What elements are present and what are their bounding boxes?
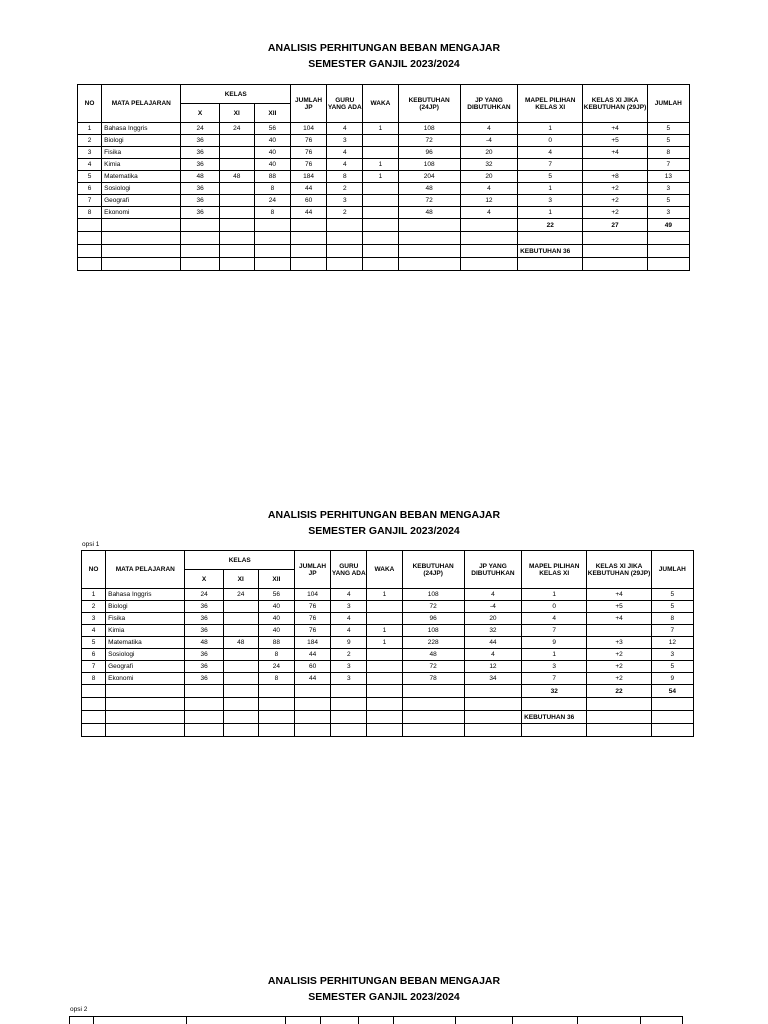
cell-kebutuhan: 48 [398, 183, 460, 195]
total-kelas-xi-jika: 22 [587, 685, 651, 698]
header-kelas-xi-jika: KELAS XI JIKA KEBUTUHAN (29JP) [587, 551, 651, 589]
cell-jumlah: 8 [647, 147, 689, 159]
cell-waka: 1 [367, 637, 402, 649]
cell-xii: 8 [258, 673, 294, 685]
cell-kelas-xi-jika: +4 [587, 589, 651, 601]
kebutuhan-note: KEBUTUHAN 36 [518, 245, 583, 258]
cell-kelas-xi-jika: +2 [587, 661, 651, 673]
cell-mapel-pilihan: 3 [522, 661, 587, 673]
cell-no: 5 [78, 171, 102, 183]
cell-x: 36 [185, 601, 223, 613]
cell-kebutuhan: 108 [398, 159, 460, 171]
cell-x: 24 [185, 589, 223, 601]
cell-jumlah-jp: 104 [295, 589, 331, 601]
cell-xii: 8 [258, 649, 294, 661]
cell-guru: 4 [331, 589, 367, 601]
header-subject: MATA PELAJARAN [102, 85, 181, 123]
cell-xii: 40 [258, 601, 294, 613]
cell-jp-dibutuhkan: 32 [464, 625, 521, 637]
cell-xii: 40 [258, 625, 294, 637]
header-x: X [181, 104, 219, 123]
cell-subject: Geografi [102, 195, 181, 207]
cell-no: 2 [78, 135, 102, 147]
cell-mapel-pilihan: 4 [522, 613, 587, 625]
cell-mapel-pilihan: 0 [518, 135, 583, 147]
cell-no: 8 [82, 673, 106, 685]
cell-guru: 8 [327, 171, 363, 183]
header-jumlah: JUMLAH [647, 85, 689, 123]
header-mapel-pilihan: MAPEL PILIHAN KELAS XI [518, 85, 583, 123]
cell-kebutuhan: 108 [402, 625, 464, 637]
cell-jp-dibutuhkan: 12 [464, 661, 521, 673]
header-no: NO [78, 85, 102, 123]
cell-subject: Geografi [106, 661, 185, 673]
cell-jumlah-jp: 76 [291, 159, 327, 171]
cell-no: 7 [82, 661, 106, 673]
cell-x: 48 [185, 637, 223, 649]
cell-jp-dibutuhkan: 32 [460, 159, 517, 171]
cell-kelas-xi-jika: +2 [583, 195, 647, 207]
cell-x: 36 [181, 147, 219, 159]
total-jumlah: 49 [647, 219, 689, 232]
cell-kebutuhan: 204 [398, 171, 460, 183]
cell-subject: Sosiologi [102, 183, 181, 195]
cell-xii: 40 [258, 613, 294, 625]
cell-jumlah-jp: 184 [295, 637, 331, 649]
header-waka: WAKA [363, 85, 398, 123]
cell-jumlah: 12 [651, 637, 693, 649]
cell-jumlah-jp: 60 [295, 661, 331, 673]
cell-jumlah: 5 [651, 589, 693, 601]
cell-x: 36 [181, 183, 219, 195]
cell-xii: 8 [254, 207, 290, 219]
cell-jumlah-jp: 60 [291, 195, 327, 207]
cell-kebutuhan: 72 [398, 195, 460, 207]
cell-jp-dibutuhkan: 44 [464, 637, 521, 649]
cell-kelas-xi-jika: +5 [583, 135, 647, 147]
cell-no: 4 [78, 159, 102, 171]
cell-no: 5 [82, 637, 106, 649]
cell-jumlah-jp: 76 [295, 625, 331, 637]
cell-kelas-xi-jika: +4 [587, 613, 651, 625]
cell-kelas-xi-jika: +2 [587, 649, 651, 661]
cell-kebutuhan: 108 [402, 589, 464, 601]
cell-kebutuhan: 96 [402, 613, 464, 625]
cell-jumlah: 3 [647, 183, 689, 195]
cell-jumlah-jp: 184 [291, 171, 327, 183]
cell-jp-dibutuhkan: 4 [460, 183, 517, 195]
cell-no: 7 [78, 195, 102, 207]
cell-xii: 8 [254, 183, 290, 195]
cell-jumlah-jp: 104 [291, 123, 327, 135]
cell-kebutuhan: 72 [398, 135, 460, 147]
cell-xii: 40 [254, 159, 290, 171]
cell-kebutuhan: 108 [398, 123, 460, 135]
cell-subject: Bahasa Inggris [102, 123, 181, 135]
cell-kelas-xi-jika: +8 [583, 171, 647, 183]
header-jp-dibutuhkan: JP YANG DIBUTUHKAN [460, 85, 517, 123]
cell-waka: 1 [367, 625, 402, 637]
header-jumlah-jp: JUMLAH JP [291, 85, 327, 123]
header-guru: GURU YANG ADA [327, 85, 363, 123]
cell-xii: 56 [254, 123, 290, 135]
cell-subject: Matematika [106, 637, 185, 649]
cell-kelas-xi-jika: +4 [583, 147, 647, 159]
title-line-2: SEMESTER GANJIL 2023/2024 [308, 525, 460, 537]
total-kelas-xi-jika: 27 [583, 219, 647, 232]
cell-mapel-pilihan: 7 [518, 159, 583, 171]
cell-no: 8 [78, 207, 102, 219]
header-mapel-pilihan: MAPEL PILIHAN KELAS XI [522, 551, 587, 589]
cell-x: 36 [185, 649, 223, 661]
cell-guru: 4 [331, 625, 367, 637]
cell-xi: 48 [219, 171, 254, 183]
cell-jumlah: 5 [651, 601, 693, 613]
cell-jumlah: 7 [647, 159, 689, 171]
cell-subject: Biologi [106, 601, 185, 613]
cell-kebutuhan: 96 [398, 147, 460, 159]
cell-jumlah: 8 [651, 613, 693, 625]
cell-guru: 3 [331, 601, 367, 613]
cell-jumlah: 3 [651, 649, 693, 661]
cell-xii: 56 [258, 589, 294, 601]
cell-mapel-pilihan: 9 [522, 637, 587, 649]
cell-xii: 40 [254, 135, 290, 147]
header-jp-dibutuhkan: JP YANG DIBUTUHKAN [464, 551, 521, 589]
cell-subject: Bahasa Inggris [106, 589, 185, 601]
header-subject: MATA PELAJARAN [106, 551, 185, 589]
cell-no: 3 [82, 613, 106, 625]
cell-guru: 4 [327, 123, 363, 135]
cell-mapel-pilihan: 4 [518, 147, 583, 159]
section-3-table [69, 1016, 683, 1024]
cell-jp-dibutuhkan: 4 [464, 589, 521, 601]
cell-guru: 3 [327, 135, 363, 147]
cell-jumlah: 5 [647, 123, 689, 135]
cell-subject: Matematika [102, 171, 181, 183]
cell-guru: 2 [327, 207, 363, 219]
cell-no: 4 [82, 625, 106, 637]
header-xii: XII [258, 570, 294, 589]
header-waka: WAKA [367, 551, 402, 589]
cell-subject: Ekonomi [102, 207, 181, 219]
header-jumlah: JUMLAH [651, 551, 693, 589]
kebutuhan-note: KEBUTUHAN 36 [522, 711, 587, 724]
cell-xi: 24 [223, 589, 258, 601]
cell-jumlah-jp: 44 [291, 183, 327, 195]
cell-jumlah: 13 [647, 171, 689, 183]
title-line-2: SEMESTER GANJIL 2023/2024 [308, 991, 460, 1003]
cell-jp-dibutuhkan: 20 [460, 147, 517, 159]
cell-guru: 9 [331, 637, 367, 649]
cell-jumlah-jp: 76 [291, 147, 327, 159]
cell-mapel-pilihan: 1 [518, 183, 583, 195]
cell-kebutuhan: 72 [402, 661, 464, 673]
header-kebutuhan: KEBUTUHAN (24JP) [402, 551, 464, 589]
cell-guru: 4 [327, 147, 363, 159]
cell-mapel-pilihan: 1 [522, 589, 587, 601]
cell-xii: 24 [254, 195, 290, 207]
cell-jp-dibutuhkan: 34 [464, 673, 521, 685]
cell-mapel-pilihan: 7 [522, 673, 587, 685]
cell-jumlah: 9 [651, 673, 693, 685]
cell-jp-dibutuhkan: 4 [460, 207, 517, 219]
title-line-1: ANALISIS PERHITUNGAN BEBAN MENGAJAR [267, 509, 501, 521]
cell-jumlah: 5 [647, 135, 689, 147]
opsi-label: opsi 1 [82, 541, 100, 548]
cell-no: 1 [78, 123, 102, 135]
cell-kelas-xi-jika: +3 [587, 637, 651, 649]
cell-x: 24 [181, 123, 219, 135]
cell-x: 36 [185, 673, 223, 685]
cell-waka: 1 [363, 123, 398, 135]
cell-jumlah-jp: 76 [295, 601, 331, 613]
header-jumlah-jp: JUMLAH JP [295, 551, 331, 589]
header-kebutuhan: KEBUTUHAN (24JP) [398, 85, 460, 123]
total-mapel-pilihan: 22 [518, 219, 583, 232]
cell-xii: 88 [254, 171, 290, 183]
cell-subject: Sosiologi [106, 649, 185, 661]
cell-jp-dibutuhkan: -4 [464, 601, 521, 613]
cell-x: 36 [181, 195, 219, 207]
title-line-1: ANALISIS PERHITUNGAN BEBAN MENGAJAR [267, 975, 501, 987]
opsi-label: opsi 2 [70, 1006, 88, 1013]
cell-jumlah: 3 [647, 207, 689, 219]
cell-kebutuhan: 48 [398, 207, 460, 219]
cell-x: 36 [185, 661, 223, 673]
cell-no: 6 [78, 183, 102, 195]
cell-mapel-pilihan: 3 [518, 195, 583, 207]
cell-x: 36 [181, 159, 219, 171]
section-3-title [0, 973, 768, 1005]
cell-x: 36 [181, 135, 219, 147]
cell-jumlah-jp: 76 [295, 613, 331, 625]
cell-mapel-pilihan: 0 [522, 601, 587, 613]
cell-no: 6 [82, 649, 106, 661]
header-guru: GURU YANG ADA [331, 551, 367, 589]
cell-guru: 3 [331, 661, 367, 673]
cell-subject: Ekonomi [106, 673, 185, 685]
cell-no: 1 [82, 589, 106, 601]
cell-jumlah-jp: 44 [295, 673, 331, 685]
cell-guru: 3 [331, 673, 367, 685]
title-line-1: ANALISIS PERHITUNGAN BEBAN MENGAJAR [267, 42, 501, 54]
cell-mapel-pilihan: 1 [518, 123, 583, 135]
cell-kelas-xi-jika: +2 [583, 183, 647, 195]
cell-guru: 2 [331, 649, 367, 661]
cell-x: 48 [181, 171, 219, 183]
header-xi: XI [223, 570, 258, 589]
header-xi: XI [219, 104, 254, 123]
cell-xii: 24 [258, 661, 294, 673]
cell-jumlah-jp: 44 [291, 207, 327, 219]
cell-waka: 1 [363, 171, 398, 183]
cell-waka: 1 [363, 159, 398, 171]
cell-kebutuhan: 78 [402, 673, 464, 685]
cell-guru: 4 [331, 613, 367, 625]
cell-jumlah: 5 [651, 661, 693, 673]
cell-mapel-pilihan: 7 [522, 625, 587, 637]
cell-kelas-xi-jika: +4 [583, 123, 647, 135]
cell-guru: 4 [327, 159, 363, 171]
cell-mapel-pilihan: 5 [518, 171, 583, 183]
cell-x: 36 [185, 613, 223, 625]
cell-jp-dibutuhkan: 20 [464, 613, 521, 625]
cell-subject: Fisika [106, 613, 185, 625]
cell-kelas-xi-jika: +2 [583, 207, 647, 219]
header-kelas: KELAS [181, 85, 291, 104]
cell-guru: 3 [327, 195, 363, 207]
cell-kebutuhan: 72 [402, 601, 464, 613]
cell-jp-dibutuhkan: 4 [464, 649, 521, 661]
header-kelas: KELAS [185, 551, 295, 570]
cell-subject: Kimia [102, 159, 181, 171]
cell-kelas-xi-jika: +2 [587, 673, 651, 685]
header-no: NO [82, 551, 106, 589]
cell-x: 36 [181, 207, 219, 219]
cell-kelas-xi-jika: +5 [587, 601, 651, 613]
cell-jp-dibutuhkan: 20 [460, 171, 517, 183]
cell-xi: 24 [219, 123, 254, 135]
title-line-2: SEMESTER GANJIL 2023/2024 [308, 58, 460, 70]
cell-xi: 48 [223, 637, 258, 649]
cell-x: 36 [185, 625, 223, 637]
cell-guru: 2 [327, 183, 363, 195]
header-x: X [185, 570, 223, 589]
cell-xii: 88 [258, 637, 294, 649]
header-xii: XII [254, 104, 290, 123]
total-jumlah: 54 [651, 685, 693, 698]
cell-kebutuhan: 228 [402, 637, 464, 649]
cell-no: 3 [78, 147, 102, 159]
cell-jp-dibutuhkan: 4 [460, 123, 517, 135]
cell-subject: Biologi [102, 135, 181, 147]
header-kelas-xi-jika: KELAS XI JIKA KEBUTUHAN (29JP) [583, 85, 647, 123]
cell-jumlah: 5 [647, 195, 689, 207]
cell-jumlah: 7 [651, 625, 693, 637]
cell-no: 2 [82, 601, 106, 613]
total-mapel-pilihan: 32 [522, 685, 587, 698]
cell-mapel-pilihan: 1 [522, 649, 587, 661]
cell-jp-dibutuhkan: -4 [460, 135, 517, 147]
cell-jumlah-jp: 44 [295, 649, 331, 661]
cell-jp-dibutuhkan: 12 [460, 195, 517, 207]
cell-subject: Kimia [106, 625, 185, 637]
cell-waka: 1 [367, 589, 402, 601]
cell-kebutuhan: 48 [402, 649, 464, 661]
cell-xii: 40 [254, 147, 290, 159]
cell-jumlah-jp: 76 [291, 135, 327, 147]
cell-mapel-pilihan: 1 [518, 207, 583, 219]
cell-subject: Fisika [102, 147, 181, 159]
